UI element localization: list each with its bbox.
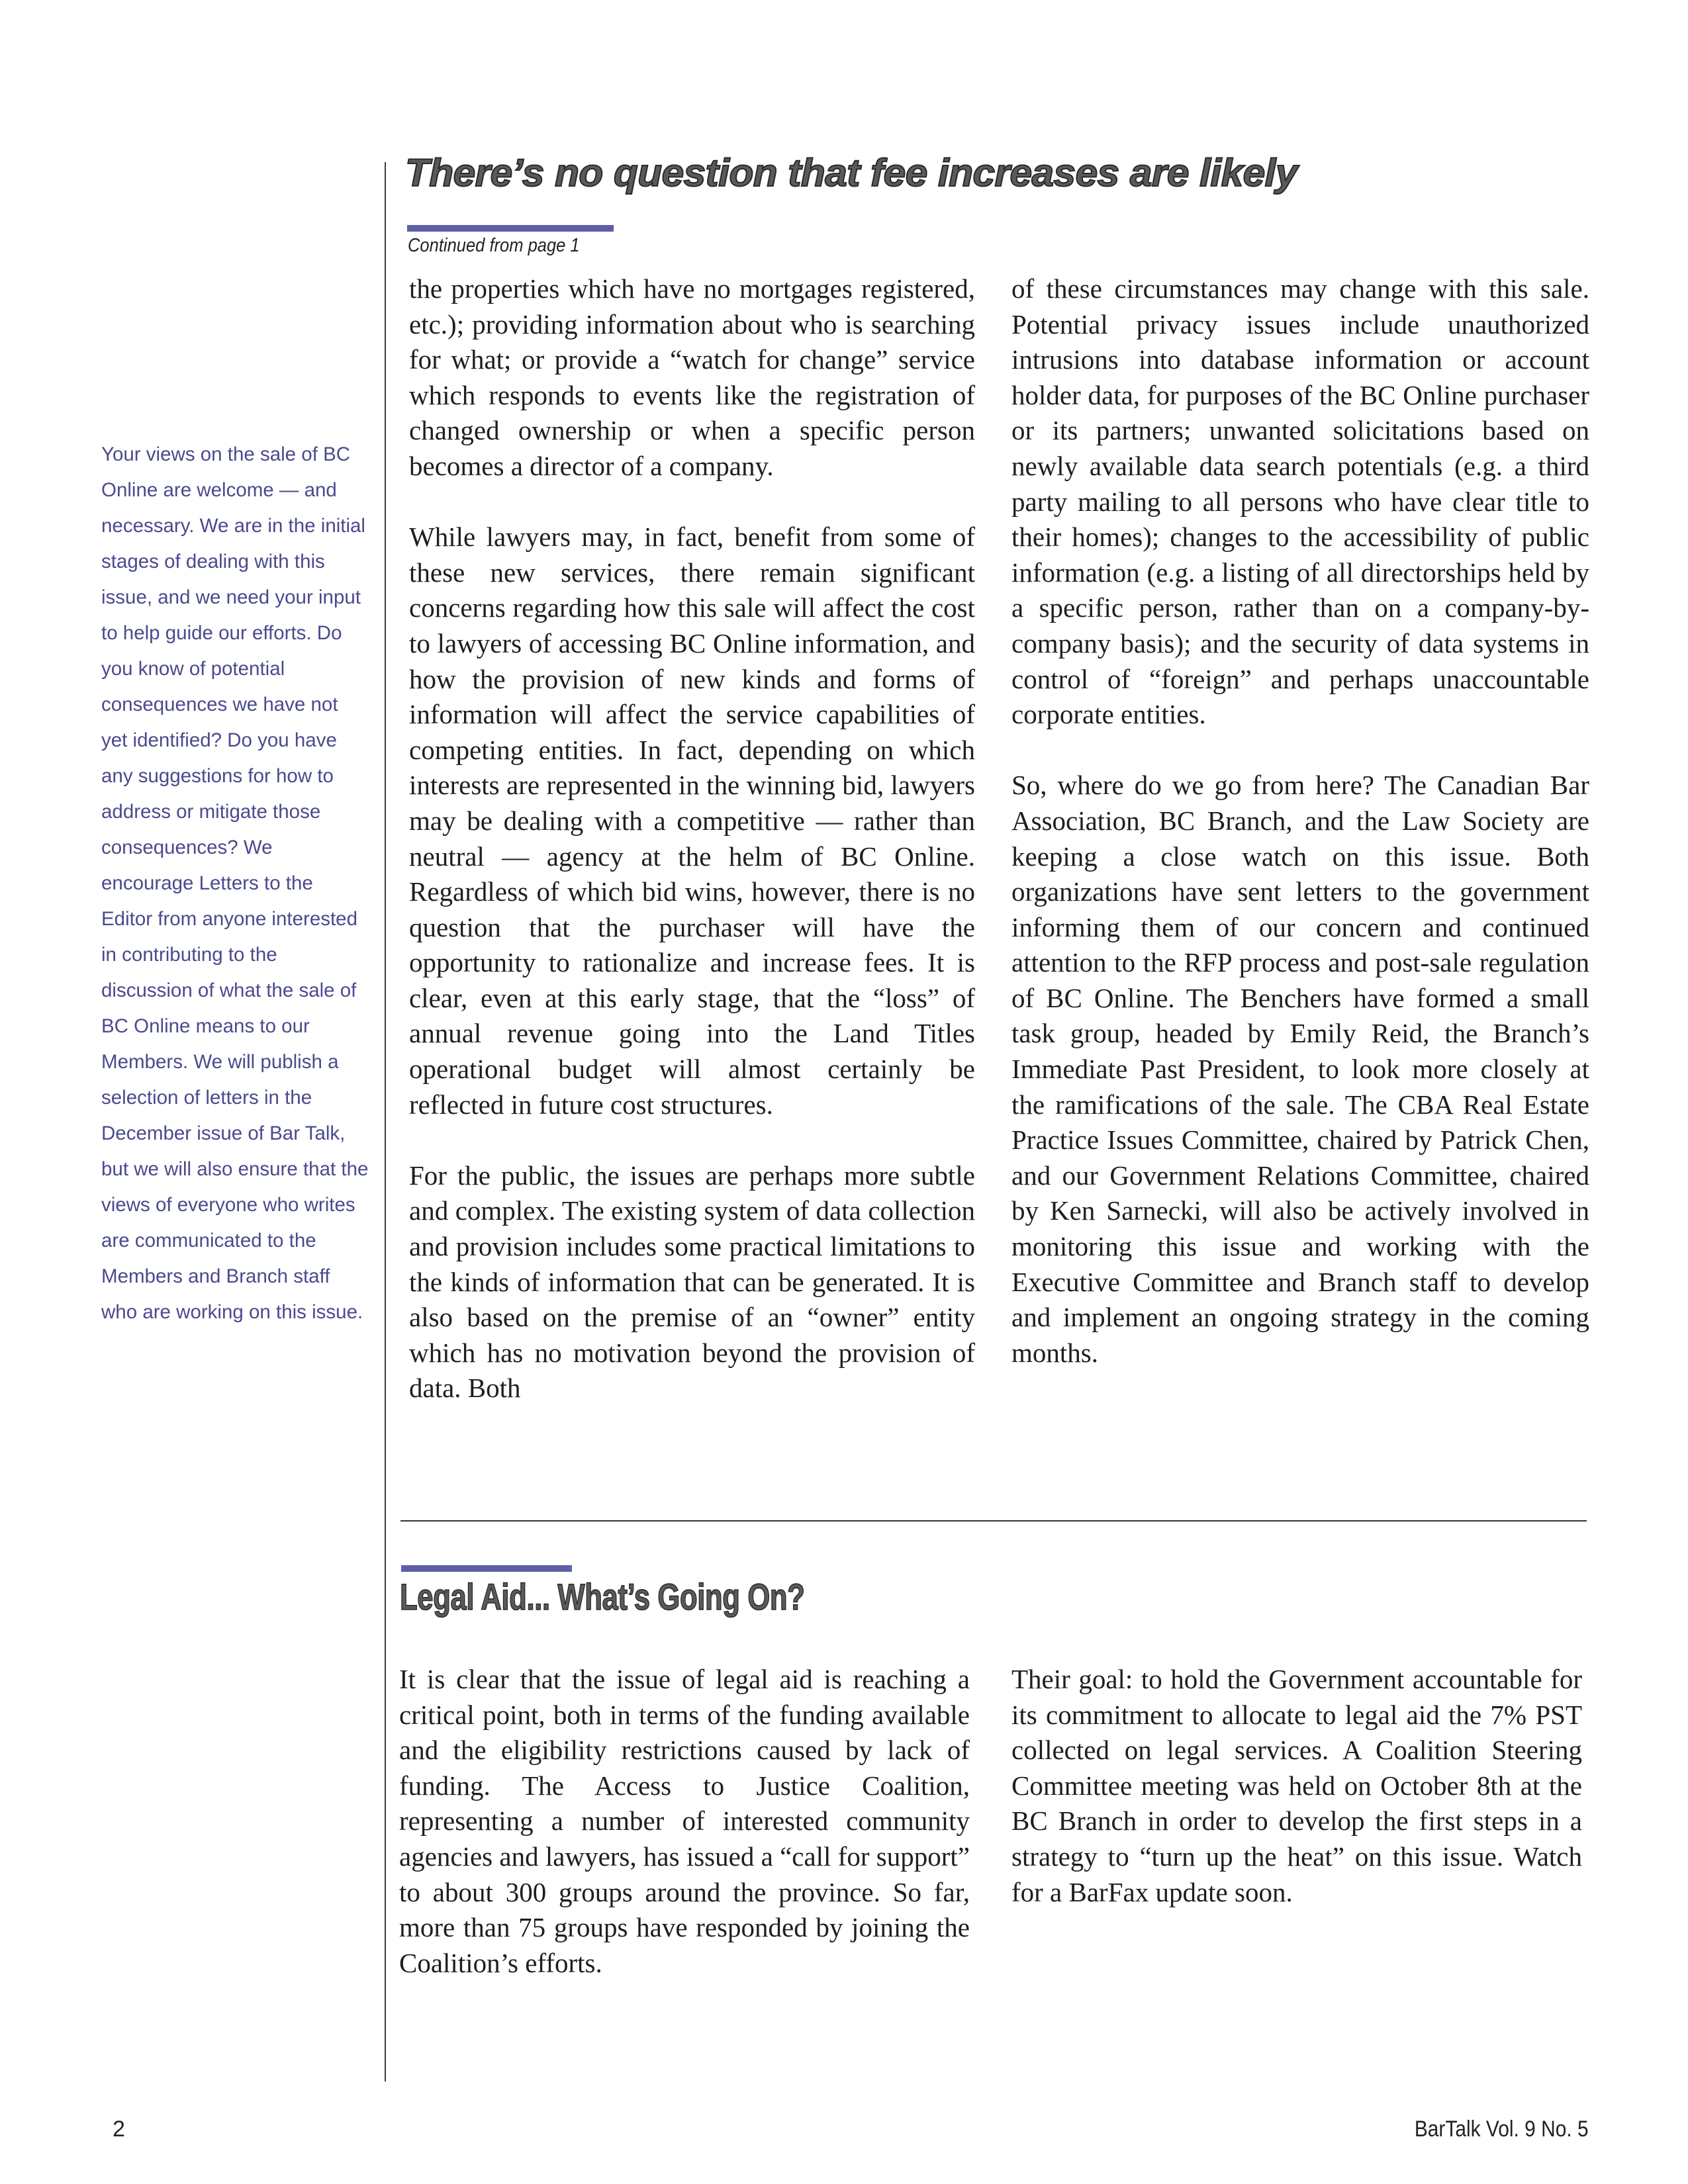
article-paragraph: For the public, the issues are perhaps more subtle and complex. The existing system of data collection and provision includes some practical limitations to the kinds of information that can be generated. It is also based on the premise of an “owner” entity which has no motivation beyond the provision of data. Both xyxy=(409,1160,975,1404)
legal-aid-accent-bar xyxy=(401,1565,572,1572)
article-column-2 xyxy=(1011,271,1589,1371)
continued-from-label: Continued from page 1 xyxy=(408,235,580,256)
sidebar-callout: Your views on the sale of BC Online are welcome — and necessary. We are in the initial stages of dealing with this issue, and we need your input to help guide our efforts. Do you know of potential consequences we have not yet identified? Do you have any suggestions for how to address or mitigate those consequences? We encourage Letters to the Editor from anyone interested in contributing to the discussion of what the sale of BC Online means to our Members. We will publish a selection of letters in the December issue of Bar Talk, but we will also ensure that the views of everyone who writes are communicated to the Members and Branch staff who are working on this issue. xyxy=(101,443,369,1323)
column-divider-vertical xyxy=(385,162,386,2081)
legal-aid-paragraph: Their goal: to hold the Government accountable for its commitment to allocate to legal aid the 7% PST collected on legal services. A Coalition Steering Committee meeting was held on October 8th at the BC Branch in order to develop the first steps in a strategy to “turn up the heat” on this issue. Watch for a BarFax update soon. xyxy=(1011,1664,1582,1907)
article-column-1 xyxy=(409,271,975,1406)
headline-accent-bar xyxy=(407,225,614,232)
legal-aid-column-2 xyxy=(1011,1662,1582,1910)
page-number: 2 xyxy=(113,2116,125,2142)
article-headline: There’s no question that fee increases are likely xyxy=(405,152,1297,195)
legal-aid-column-1 xyxy=(399,1662,970,1981)
publication-footer: BarTalk Vol. 9 No. 5 xyxy=(1415,2116,1589,2142)
legal-aid-paragraph: It is clear that the issue of legal aid is reaching a critical point, both in terms of the funding available and the eligibility restrictions caused by lack of funding. The Access to Justice Coalition, representing a number of interested community agencies and lawyers, has issued a “call for support” to about 300 groups around the province. So far, more than 75 groups have responded by joining the Coalition’s efforts. xyxy=(399,1664,970,1978)
legal-aid-headline: Legal Aid... What’s Going On? xyxy=(400,1576,805,1617)
article-paragraph: While lawyers may, in fact, benefit from some of these new services, there remain significant concerns regarding how this sale will affect the cost to lawyers of accessing BC Online information, and how the provision of new kinds and forms of information will affect the service capabilities of competing entities. In fact, depending on which interests are represented in the winning bid, lawyers may be dealing with a competitive — rather than neutral — agency at the helm of BC Online. Regardless of which bid wins, however, there is no question that the purchaser will have the opportunity to rationalize and increase fees. It is clear, even at this early stage, that the “loss” of annual revenue going into the Land Titles operational budget will almost certainly be reflected in future cost structures. xyxy=(409,522,975,1120)
section-divider-horizontal xyxy=(400,1520,1587,1522)
article-paragraph: the properties which have no mortgages registered, etc.); providing information about who is searching for what; or provide a “watch for change” service which responds to events like the registration of changed ownership or when a specific person becomes a director of a company. xyxy=(409,273,975,481)
article-paragraph: So, where do we go from here? The Canadian Bar Association, BC Branch, and the Law Society are keeping a close watch on this issue. Both organizations have sent letters to the government informing them of our concern and continued attention to the RFP process and post-sale regulation of BC Online. The Benchers have formed a small task group, headed by Emily Reid, the Branch’s Immediate Past President, to look more closely at the ramifications of the sale. The CBA Real Estate Practice Issues Committee, chaired by Patrick Chen, and our Government Relations Committee, chaired by Ken Sarnecki, will also be actively involved in monitoring this issue and working with the Executive Committee and Branch staff to develop and implement an ongoing strategy in the coming months. xyxy=(1011,770,1589,1368)
article-paragraph: of these circumstances may change with this sale. Potential privacy issues include unauthorized intrusions into database information or account holder data, for purposes of the BC Online purchaser or its partners; unwanted solicitations based on newly available data search potentials (e.g. a third party mailing to all persons who have clear title to their homes); changes to the accessibility of public information (e.g. a listing of all directorships held by a specific person, rather than on a company-by-company basis); and the security of data systems in control of “foreign” and perhaps unaccountable corporate entities. xyxy=(1011,273,1589,730)
